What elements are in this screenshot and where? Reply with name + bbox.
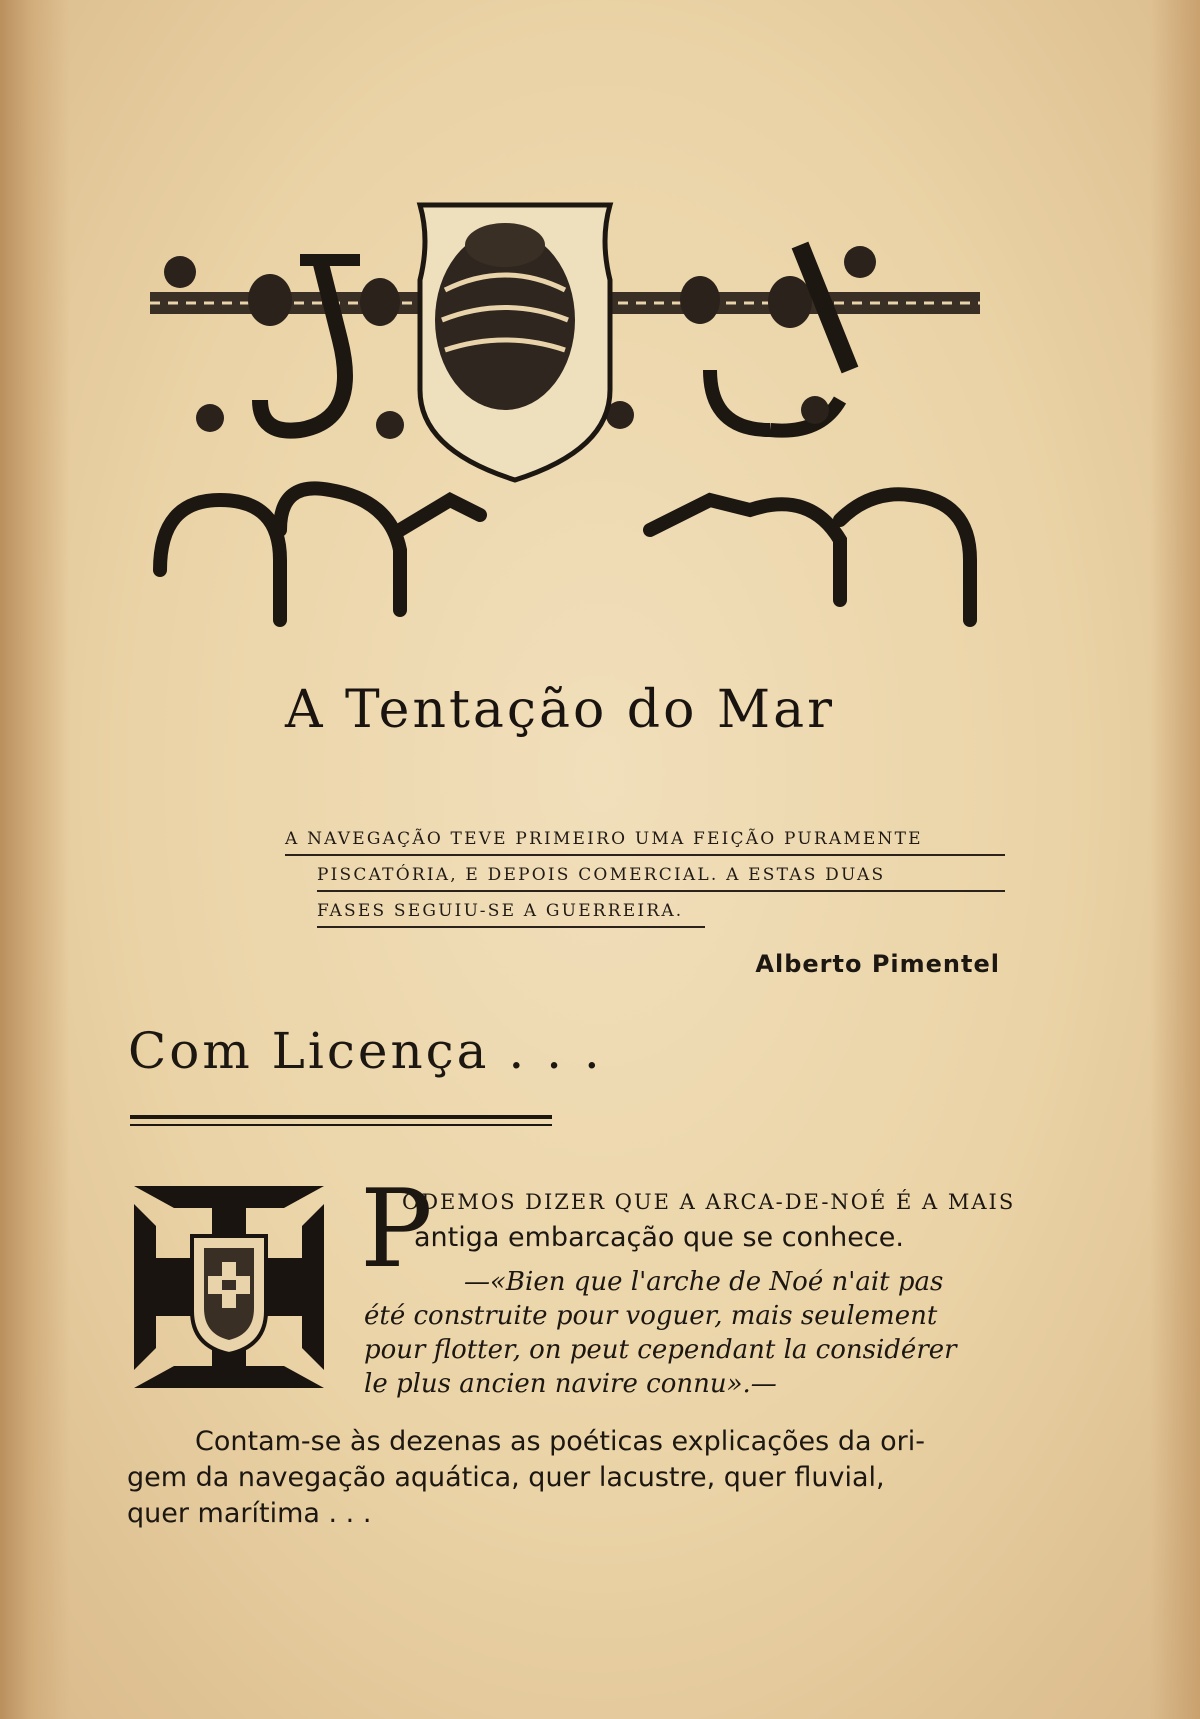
book-spine-shadow bbox=[0, 0, 70, 1719]
epigraph-author: Alberto Pimentel bbox=[755, 950, 1000, 978]
drop-cap: P bbox=[360, 1167, 433, 1292]
quote-line: été construite pour voguer, mais seulement bbox=[364, 1301, 938, 1331]
epigraph-line: PISCATÓRIA, E DEPOIS COMERCIAL. A ESTAS DUAS bbox=[317, 858, 1005, 892]
epigraph bbox=[285, 822, 1005, 930]
paragraph-line: ODEMOS DIZER QUE A ARCA-DE-NOÉ É A MAIS bbox=[402, 1190, 1016, 1214]
section-rule bbox=[130, 1115, 552, 1119]
quote-line: —«Bien que l'arche de Noé n'ait pas bbox=[464, 1267, 944, 1297]
epigraph-line: FASES SEGUIU-SE A GUERREIRA. bbox=[317, 894, 705, 928]
quote-line: pour flotter, on peut cependant la considérer bbox=[364, 1335, 957, 1365]
cross-emblem-icon bbox=[134, 1186, 324, 1388]
body-paragraph bbox=[127, 1424, 1005, 1532]
section-heading: Com Licença . . . bbox=[128, 1022, 603, 1080]
page-title: A Tentação do Mar bbox=[284, 680, 836, 740]
header-engraving bbox=[150, 200, 980, 640]
quote-line: le plus ancien navire connu».— bbox=[364, 1369, 777, 1399]
body-line: gem da navegação aquática, quer lacustre, quer fluvial, bbox=[127, 1462, 885, 1493]
french-quote bbox=[364, 1265, 1004, 1401]
epigraph-line: A NAVEGAÇÃO TEVE PRIMEIRO UMA FEIÇÃO PURAMENTE bbox=[285, 822, 1005, 856]
page-edge-shadow bbox=[1150, 0, 1200, 1719]
body-line: quer marítima . . . bbox=[127, 1498, 372, 1529]
body-line: Contam-se às dezenas as poéticas explicações da ori- bbox=[195, 1426, 925, 1457]
paragraph-line: antiga embarcação que se conhece. bbox=[414, 1222, 904, 1253]
section-rule bbox=[130, 1124, 552, 1126]
